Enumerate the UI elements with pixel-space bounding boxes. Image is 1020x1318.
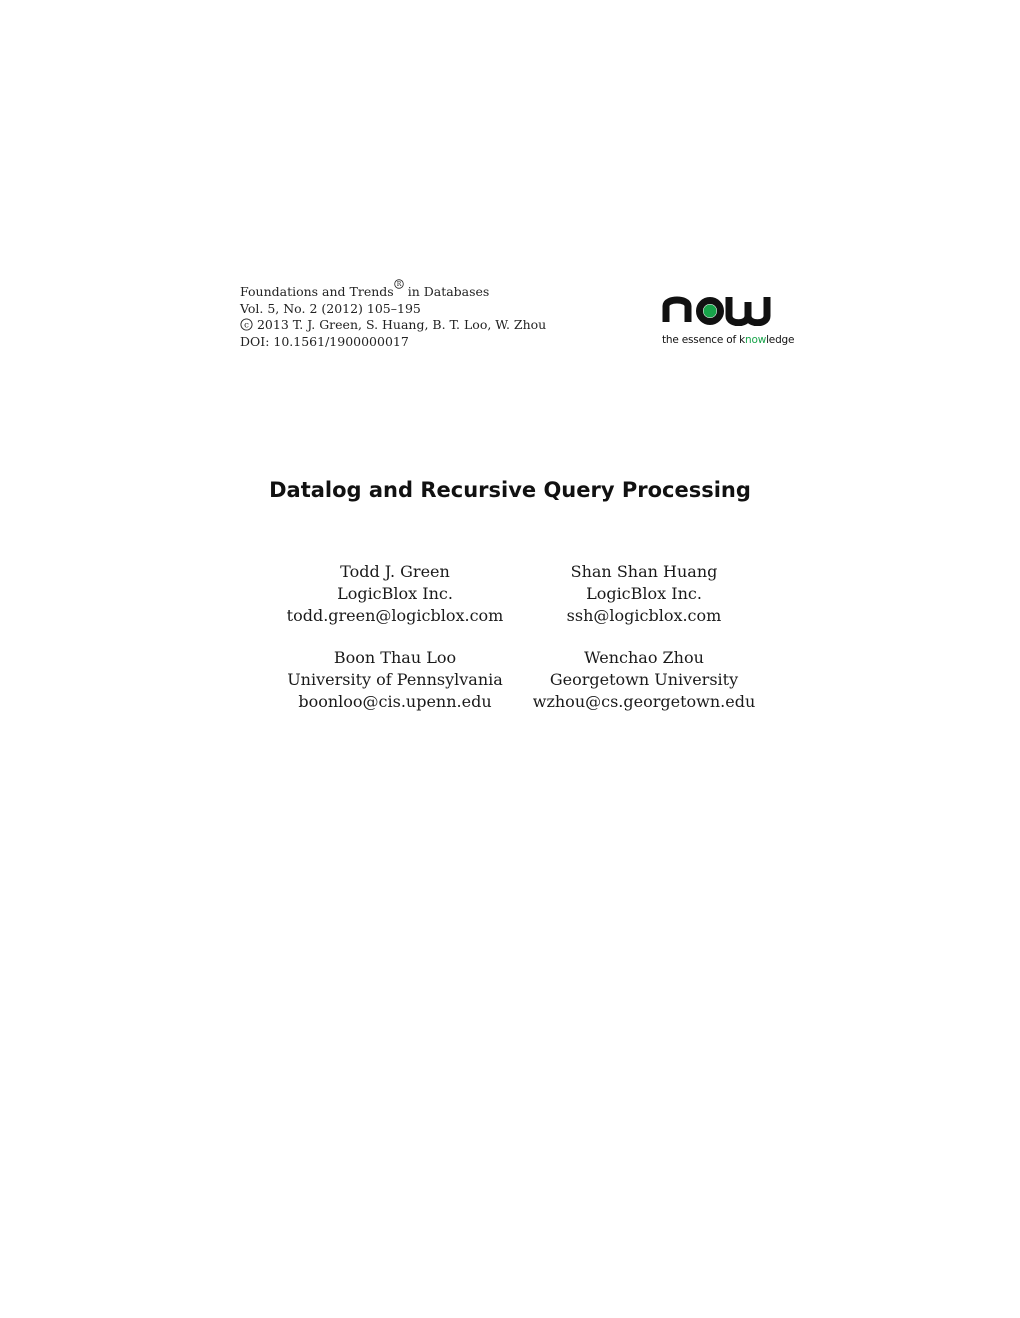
author-name: Boon Thau Loo: [333, 648, 457, 667]
publication-info: [240, 281, 547, 350]
journal-line: [240, 281, 546, 301]
author-block: [265, 561, 525, 626]
svg-text:c: c: [244, 320, 249, 331]
author-block: [265, 647, 525, 712]
author-email: boonloo@cis.upenn.edu: [298, 691, 492, 711]
paper-title: Datalog and Recursive Query Processing: [269, 478, 751, 502]
svg-text:R: R: [396, 281, 401, 289]
author-name: Todd J. Green: [340, 562, 450, 581]
author-name: Shan Shan Huang: [570, 562, 718, 581]
author-name: Wenchao Zhou: [584, 648, 704, 667]
author-block: [514, 561, 774, 626]
doi-line: DOI: 10.1561/1900000017: [240, 333, 409, 349]
author-block: [514, 647, 774, 712]
publisher-logo: [662, 292, 798, 348]
author-email: todd.green@logicblox.com: [286, 605, 504, 625]
author-email: wzhou@cs.georgetown.edu: [532, 691, 756, 711]
registered-mark-icon: [394, 281, 404, 294]
journal-subject: in Databases: [403, 284, 490, 299]
journal-name: Foundations and Trends: [240, 284, 394, 299]
copyright-icon: [240, 317, 253, 334]
now-logo-icon: [662, 292, 798, 326]
author-email: ssh@logicblox.com: [566, 605, 722, 625]
logo-tagline: the essence of knowledge: [662, 334, 795, 346]
copyright-text: 2013 T. J. Green, S. Huang, B. T. Loo, W. Zhou: [253, 317, 547, 332]
copyright-line: [240, 317, 546, 334]
author-affiliation: University of Pennsylvania: [287, 669, 503, 689]
author-affiliation: LogicBlox Inc.: [337, 583, 453, 603]
volume-line: Vol. 5, No. 2 (2012) 105–195: [240, 300, 421, 316]
author-affiliation: LogicBlox Inc.: [586, 583, 702, 603]
author-affiliation: Georgetown University: [549, 669, 739, 689]
